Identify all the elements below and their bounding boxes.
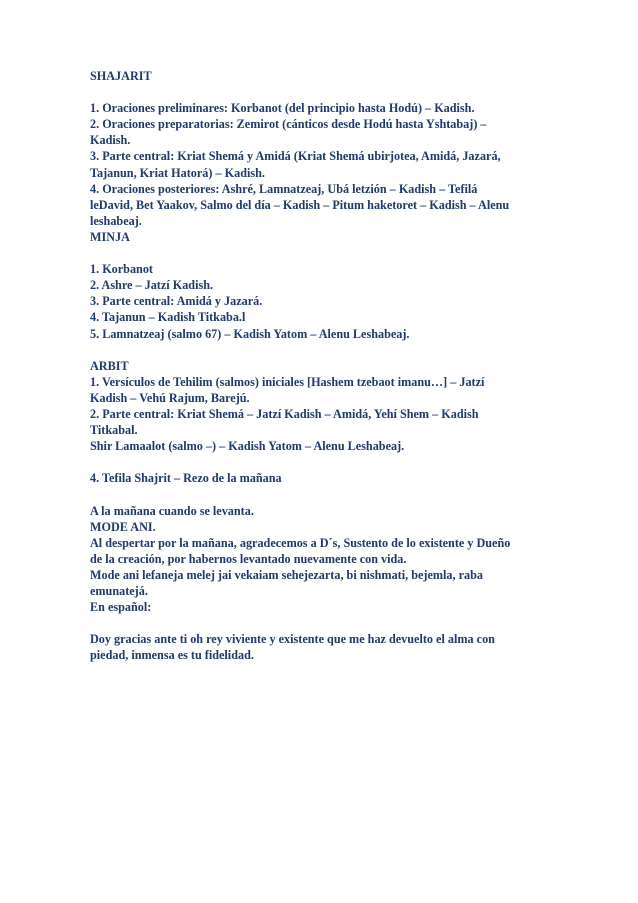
text-line: leDavid, Bet Yaakov, Salmo del día – Kadish – Pitum haketoret – Kadish – Alenu: [90, 197, 510, 212]
text-line: 4. Oraciones posteriores: Ashré, Lamnatzeaj, Ubá letzión – Kadish – Tefilá: [90, 181, 478, 196]
text-line: MINJA: [90, 229, 130, 244]
text-line: En español:: [90, 600, 152, 615]
text-line: 1. Korbanot: [90, 262, 153, 277]
blank-line: [90, 245, 550, 261]
blank-line: [90, 84, 550, 100]
text-line: SHAJARIT: [90, 69, 152, 83]
text-line: 1. Versículos de Tehilim (salmos) iniciales [Hashem tzebaot imanu…] – Jatzí: [90, 374, 485, 389]
text-line: 3. Parte central: Amidá y Jazará.: [90, 294, 263, 309]
text-line: ARBIT: [90, 358, 129, 373]
text-line: 2. Oraciones preparatorias: Zemirot (cánticos desde Hodú hasta Yshtabaj) –: [90, 117, 487, 132]
blank-line: [90, 615, 550, 631]
text-line: Doy gracias ante ti oh rey viviente y existente que me haz devuelto el alma con: [90, 632, 495, 647]
text-line: emunatejá.: [90, 584, 148, 598]
text-line: de la creación, por habernos levantado nuevamente con vida.: [90, 551, 407, 566]
text-line: Mode ani lefaneja melej jai vekaiam sehejezarta, bi nishmati, bejemla, raba: [90, 567, 483, 582]
text-line: 5. Lamnatzeaj (salmo 67) – Kadish Yatom – Alenu Leshabeaj.: [90, 326, 410, 341]
text-line: 2. Ashre – Jatzí Kadish.: [90, 278, 214, 293]
document-page: [90, 68, 550, 663]
text-line: leshabeaj.: [90, 213, 142, 228]
text-line: 4. Tajanun – Kadish Titkaba.l: [90, 310, 246, 325]
blank-line: [90, 486, 550, 502]
text-line: Tajanun, Kriat Hatorá) – Kadish.: [90, 165, 265, 180]
text-line: MODE ANI.: [90, 519, 156, 534]
text-line: Shir Lamaalot (salmo –) – Kadish Yatom – Alenu Leshabeaj.: [90, 439, 405, 454]
text-line: Kadish – Vehú Rajum, Barejú.: [90, 390, 250, 405]
text-line: 2. Parte central: Kriat Shemá – Jatzí Kadish – Amidá, Yehí Shem – Kadish: [90, 406, 479, 421]
blank-line: [90, 454, 550, 470]
text-line: Al despertar por la mañana, agradecemos a D´s, Sustento de lo existente y Dueño: [90, 535, 511, 550]
text-line: Titkabal.: [90, 423, 138, 438]
text-line: 1. Oraciones preliminares: Korbanot (del principio hasta Hodú) – Kadish.: [90, 101, 475, 116]
text-line: A la mañana cuando se levanta.: [90, 503, 254, 518]
text-line: 3. Parte central: Kriat Shemá y Amidá (Kriat Shemá ubirjotea, Amidá, Jazará,: [90, 149, 501, 164]
text-line: 4. Tefila Shajrit – Rezo de la mañana: [90, 471, 282, 486]
text-line: Kadish.: [90, 133, 131, 148]
blank-line: [90, 342, 550, 358]
text-line: piedad, inmensa es tu fidelidad.: [90, 648, 254, 663]
